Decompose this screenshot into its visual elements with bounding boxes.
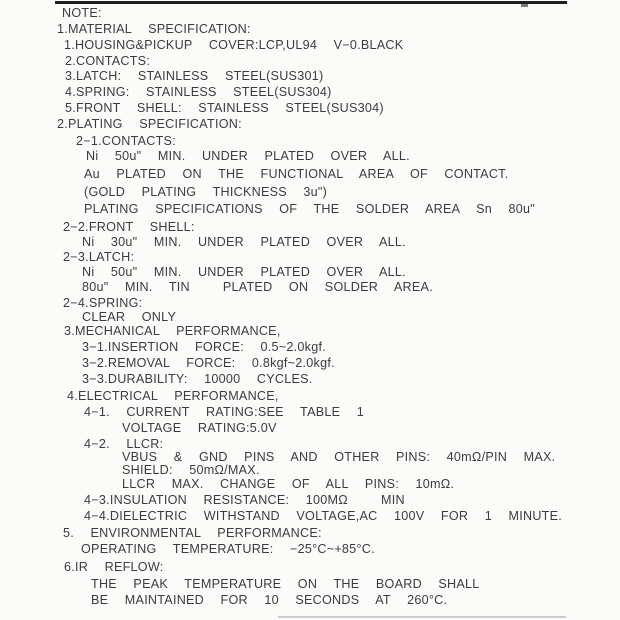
note-line: (GOLD PLATING THICKNESS 3u"): [84, 185, 328, 199]
note-line: SHIELD: 50mΩ/MAX.: [122, 463, 260, 477]
note-line: CLEAR ONLY: [82, 310, 177, 324]
note-line: 4−1. CURRENT RATING:SEE TABLE 1: [84, 405, 365, 419]
note-line: 4−3.INSULATION RESISTANCE: 100MΩ MIN: [84, 493, 405, 507]
note-line: 2−3.LATCH:: [63, 250, 135, 264]
note-line: BE MAINTAINED FOR 10 SECONDS AT 260°C.: [91, 593, 448, 607]
note-line: 2.CONTACTS:: [65, 54, 151, 68]
note-line: Ni 30u" MIN. UNDER PLATED OVER ALL.: [82, 235, 406, 249]
note-line: 3−3.DURABILITY: 10000 CYCLES.: [82, 372, 313, 386]
note-line: Ni 50u" MIN. UNDER PLATED OVER ALL.: [86, 149, 410, 163]
note-line: LLCR MAX. CHANGE OF ALL PINS: 10mΩ.: [122, 477, 455, 491]
note-line: 3−2.REMOVAL FORCE: 0.8kgf~2.0kgf.: [82, 356, 335, 370]
note-line: OPERATING TEMPERATURE: −25°C~+85°C.: [81, 542, 375, 556]
note-line: Au PLATED ON THE FUNCTIONAL AREA OF CONTACT.: [84, 167, 509, 181]
note-line: 5.FRONT SHELL: STAINLESS STEEL(SUS304): [65, 101, 384, 115]
note-line: 2−2.FRONT SHELL:: [63, 220, 195, 234]
note-line: 3.MECHANICAL PERFORMANCE,: [64, 324, 281, 338]
note-line: 5. ENVIRONMENTAL PERFORMANCE:: [63, 526, 322, 540]
note-line: 2−4.SPRING:: [63, 296, 143, 310]
note-line: 6.IR REFLOW:: [64, 560, 164, 574]
note-line: 2−1.CONTACTS:: [76, 134, 176, 148]
note-line: 80u" MIN. TIN PLATED ON SOLDER AREA.: [82, 280, 433, 294]
note-line: Ni 50u" MIN. UNDER PLATED OVER ALL.: [82, 265, 406, 279]
note-line: 3.LATCH: STAINLESS STEEL(SUS301): [65, 69, 324, 83]
note-line: VBUS & GND PINS AND OTHER PINS: 40mΩ/PIN MAX.: [122, 450, 556, 464]
note-line: 1.HOUSING&PICKUP COVER:LCP,UL94 V−0.BLACK: [64, 38, 404, 52]
note-line: 3−1.INSERTION FORCE: 0.5~2.0kgf.: [82, 340, 326, 354]
note-line: 1.MATERIAL SPECIFICATION:: [57, 22, 251, 36]
note-line: PLATING SPECIFICATIONS OF THE SOLDER AREA Sn 80u": [84, 202, 535, 216]
note-line: THE PEAK TEMPERATURE ON THE BOARD SHALL: [91, 577, 480, 591]
note-line: 4.ELECTRICAL PERFORMANCE,: [67, 389, 279, 403]
note-line: 4−2. LLCR:: [84, 437, 164, 451]
note-line: 2.PLATING SPECIFICATION:: [57, 117, 242, 131]
note-line: VOLTAGE RATING:5.0V: [122, 421, 277, 435]
note-line: 4−4.DIELECTRIC WITHSTAND VOLTAGE,AC 100V FOR 1 MINUTE.: [84, 509, 563, 523]
note-line: 4.SPRING: STAINLESS STEEL(SUS304): [65, 85, 332, 99]
note-line: NOTE:: [62, 6, 102, 20]
